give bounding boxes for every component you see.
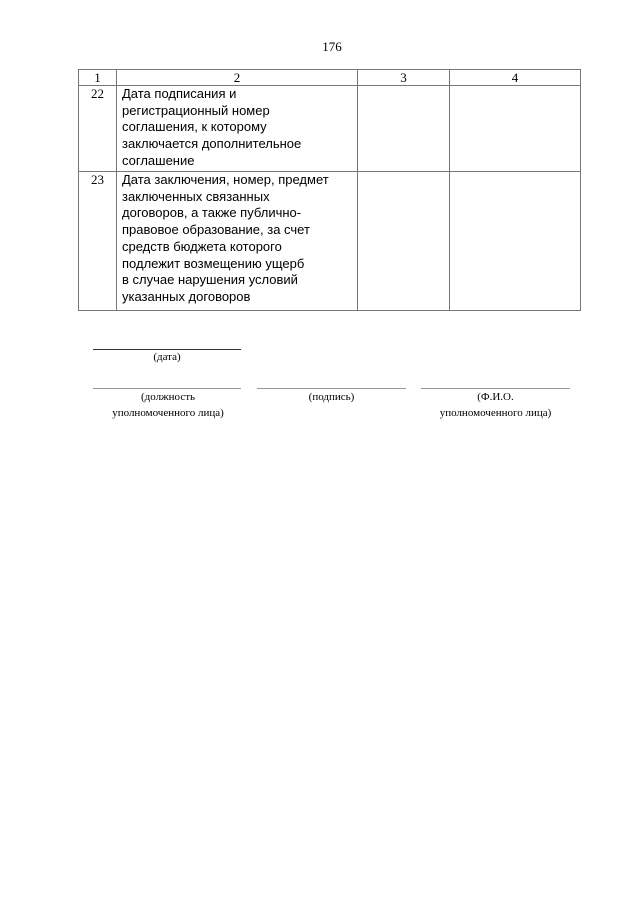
row-number: 23 — [79, 172, 117, 311]
row-number: 22 — [79, 86, 117, 172]
table-row — [79, 86, 581, 172]
row-col3 — [358, 172, 450, 311]
table-row — [79, 172, 581, 311]
row-col3 — [358, 86, 450, 172]
signature-label: (подпись) — [308, 391, 355, 403]
row-description: Дата заключения, номер, предмет заключенных связанных договоров, а также публично- правовое образование, за счет средств бюджета которого подлежит возмещению ущерб в случае нарушения условий указанных договоров — [117, 172, 358, 311]
date-label: (дата) — [153, 351, 181, 363]
position-label-line2: уполномоченного лица) — [112, 407, 224, 419]
row-col4 — [450, 172, 581, 311]
page-number: 176 — [322, 39, 342, 54]
position-label — [80, 389, 256, 421]
table-header-row — [79, 70, 581, 86]
header-col-2: 2 — [117, 70, 358, 86]
fio-label-line2: уполномоченного лица) — [439, 407, 552, 419]
fio-label — [405, 389, 586, 421]
position-label-line1: (должность — [140, 391, 196, 403]
row-col4 — [450, 86, 581, 172]
header-col-1: 1 — [79, 70, 117, 86]
header-col-4: 4 — [450, 70, 581, 86]
header-col-3: 3 — [358, 70, 450, 86]
fio-label-line1: (Ф.И.О. — [477, 391, 514, 403]
row-description: Дата подписания и регистрационный номер соглашения, к которому заключается дополнительное соглашение — [117, 86, 358, 172]
data-table — [78, 69, 581, 311]
